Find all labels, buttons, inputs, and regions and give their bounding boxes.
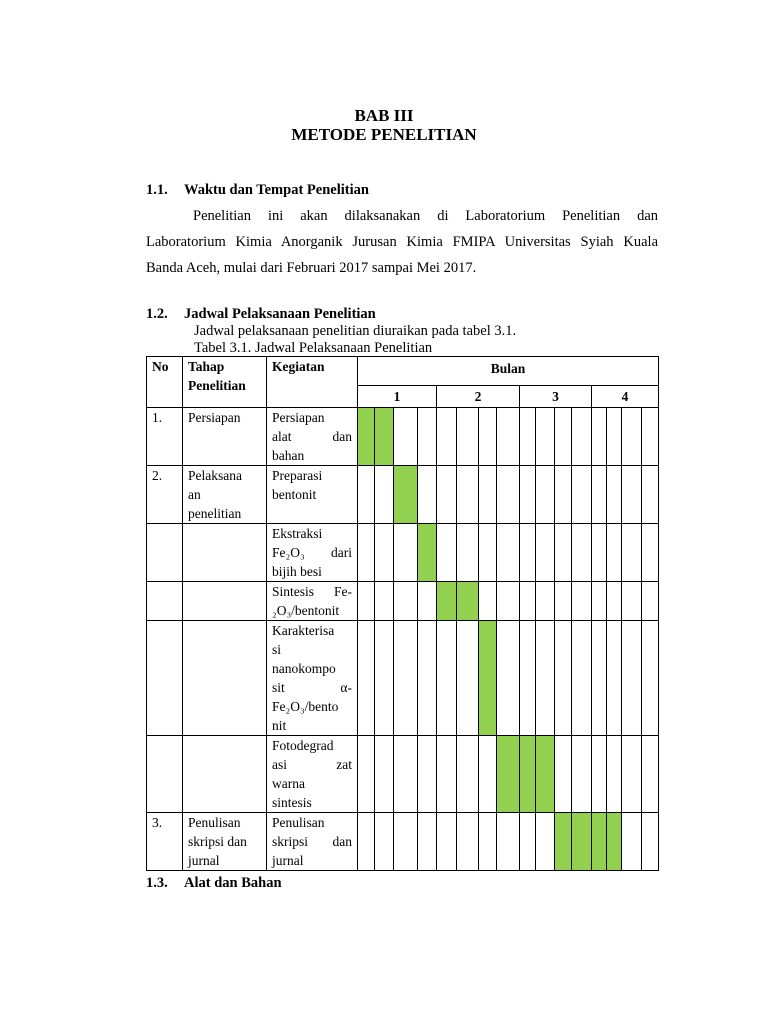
schedule-cell xyxy=(394,524,418,582)
schedule-cell-active xyxy=(394,466,418,524)
row-number xyxy=(147,524,183,582)
header-stage-line: Penelitian xyxy=(188,378,246,393)
schedule-cell xyxy=(622,813,642,871)
schedule-cell-active xyxy=(520,736,536,813)
schedule-cell xyxy=(497,466,520,524)
activity-line: jurnal xyxy=(272,853,304,868)
header-stage xyxy=(183,357,267,408)
schedule-cell-active xyxy=(572,813,592,871)
schedule-cell xyxy=(520,582,536,621)
schedule-cell xyxy=(457,621,479,736)
schedule-cell xyxy=(555,736,572,813)
row-stage xyxy=(183,813,267,871)
activity-line: nit xyxy=(272,718,287,733)
activity-line: Persiapan xyxy=(272,410,325,425)
schedule-cell-active xyxy=(536,736,555,813)
schedule-cell xyxy=(479,466,497,524)
schedule-cell xyxy=(437,466,457,524)
schedule-cell xyxy=(479,813,497,871)
schedule-cell xyxy=(358,466,375,524)
row-activity xyxy=(267,813,358,871)
section-heading xyxy=(146,182,369,199)
activity-line: Penulisan xyxy=(272,815,325,830)
table-row xyxy=(147,466,659,524)
header-row xyxy=(147,357,659,386)
schedule-cell xyxy=(394,408,418,466)
table-intro: Jadwal pelaksanaan penelitian diuraikan pada tabel 3.1. xyxy=(194,323,517,339)
stage-line: jurnal xyxy=(188,853,220,868)
table-row xyxy=(147,524,659,582)
section-number: 1.3. xyxy=(146,875,168,891)
schedule-cell xyxy=(555,408,572,466)
schedule-cell xyxy=(520,408,536,466)
schedule-cell-active xyxy=(418,524,437,582)
activity-line: si xyxy=(272,642,282,657)
schedule-cell xyxy=(437,408,457,466)
row-activity xyxy=(267,408,358,466)
row-stage xyxy=(183,582,267,621)
header-activity: Kegiatan xyxy=(267,357,358,408)
schedule-cell xyxy=(607,408,622,466)
stage-line: Pelaksana xyxy=(188,468,242,483)
schedule-cell xyxy=(497,621,520,736)
month-2: 2 xyxy=(437,386,520,408)
row-activity xyxy=(267,736,358,813)
schedule-cell-active xyxy=(592,813,607,871)
schedule-cell xyxy=(622,466,642,524)
schedule-cell xyxy=(394,736,418,813)
schedule-cell xyxy=(479,582,497,621)
schedule-cell xyxy=(642,621,659,736)
schedule-cell xyxy=(642,813,659,871)
header-stage-line: Tahap xyxy=(188,359,225,374)
row-number: 3. xyxy=(147,813,183,871)
schedule-cell xyxy=(358,813,375,871)
activity-line: sintesis xyxy=(272,795,312,810)
activity-line: asi zat xyxy=(272,757,352,772)
schedule-cell xyxy=(622,582,642,621)
schedule-cell xyxy=(642,408,659,466)
month-4: 4 xyxy=(592,386,659,408)
row-number: 2. xyxy=(147,466,183,524)
schedule-cell-active xyxy=(375,408,394,466)
schedule-cell xyxy=(418,736,437,813)
schedule-cell xyxy=(622,736,642,813)
schedule-cell xyxy=(622,524,642,582)
stage-line: an xyxy=(188,487,201,502)
schedule-cell xyxy=(536,466,555,524)
month-3: 3 xyxy=(520,386,592,408)
schedule-cell xyxy=(642,466,659,524)
section-title: Waktu dan Tempat Penelitian xyxy=(184,182,369,198)
stage-line: skripsi dan xyxy=(188,834,247,849)
row-stage xyxy=(183,466,267,524)
schedule-cell xyxy=(375,524,394,582)
stage-line: Persiapan xyxy=(188,410,241,425)
schedule-cell xyxy=(520,813,536,871)
schedule-cell xyxy=(572,736,592,813)
schedule-cell xyxy=(592,621,607,736)
schedule-cell xyxy=(457,813,479,871)
schedule-cell xyxy=(394,813,418,871)
schedule-cell xyxy=(497,582,520,621)
schedule-cell xyxy=(622,408,642,466)
section-title: Jadwal Pelaksanaan Penelitian xyxy=(184,306,376,322)
row-stage xyxy=(183,621,267,736)
activity-line: Ekstraksi xyxy=(272,526,323,541)
schedule-cell xyxy=(622,621,642,736)
schedule-cell xyxy=(555,466,572,524)
schedule-cell xyxy=(457,408,479,466)
schedule-cell xyxy=(572,582,592,621)
schedule-cell xyxy=(607,736,622,813)
section-heading xyxy=(146,875,282,892)
row-number xyxy=(147,621,183,736)
row-number: 1. xyxy=(147,408,183,466)
schedule-cell xyxy=(497,408,520,466)
schedule-cell xyxy=(358,582,375,621)
schedule-cell xyxy=(555,582,572,621)
table-row xyxy=(147,813,659,871)
activity-line: Fotodegrad xyxy=(272,738,334,753)
schedule-cell xyxy=(572,408,592,466)
schedule-cell xyxy=(642,582,659,621)
row-activity xyxy=(267,582,358,621)
table-row xyxy=(147,582,659,621)
schedule-cell xyxy=(375,736,394,813)
schedule-cell xyxy=(592,524,607,582)
schedule-cell-active xyxy=(358,408,375,466)
schedule-table xyxy=(146,356,659,871)
schedule-cell xyxy=(536,813,555,871)
schedule-cell xyxy=(358,736,375,813)
row-number xyxy=(147,582,183,621)
header-month: Bulan xyxy=(358,357,659,386)
schedule-cell xyxy=(520,466,536,524)
activity-line: alat dan xyxy=(272,429,352,444)
activity-line: Preparasi xyxy=(272,468,323,483)
paragraph-line: Banda Aceh, mulai dari Februari 2017 sampai Mei 2017. xyxy=(146,260,477,276)
schedule-cell xyxy=(394,621,418,736)
schedule-cell xyxy=(497,813,520,871)
schedule-cell xyxy=(457,466,479,524)
schedule-cell-active xyxy=(555,813,572,871)
schedule-cell xyxy=(418,813,437,871)
schedule-cell xyxy=(479,736,497,813)
table-row xyxy=(147,621,659,736)
schedule-cell xyxy=(375,582,394,621)
row-activity xyxy=(267,524,358,582)
schedule-cell xyxy=(457,524,479,582)
schedule-cell xyxy=(358,621,375,736)
schedule-cell xyxy=(437,736,457,813)
schedule-cell xyxy=(394,582,418,621)
schedule-cell-active xyxy=(497,736,520,813)
body-paragraph xyxy=(146,203,658,281)
schedule-cell xyxy=(437,621,457,736)
schedule-cell xyxy=(437,524,457,582)
paragraph-line: Laboratorium Kimia Anorganik Jurusan Kimia FMIPA Universitas Syiah Kuala xyxy=(146,234,658,250)
stage-line: Penulisan xyxy=(188,815,241,830)
table-caption: Tabel 3.1. Jadwal Pelaksanaan Penelitian xyxy=(194,340,433,356)
activity-line: warna xyxy=(272,776,305,791)
table-row xyxy=(147,736,659,813)
schedule-cell xyxy=(642,524,659,582)
schedule-cell xyxy=(555,621,572,736)
section-number: 1.1. xyxy=(146,182,168,198)
activity-line: Karakterisa xyxy=(272,623,335,638)
schedule-cell xyxy=(536,582,555,621)
schedule-cell xyxy=(375,813,394,871)
schedule-cell xyxy=(418,408,437,466)
row-stage xyxy=(183,736,267,813)
schedule-cell xyxy=(479,408,497,466)
paragraph-line: Penelitian ini akan dilaksanakan di Laboratorium Penelitian dan xyxy=(193,208,658,224)
schedule-cell xyxy=(592,466,607,524)
schedule-cell xyxy=(457,736,479,813)
schedule-cell-active xyxy=(607,813,622,871)
schedule-cell xyxy=(592,736,607,813)
section-title: Alat dan Bahan xyxy=(184,875,282,891)
activity-line: skripsi dan xyxy=(272,834,352,849)
schedule-cell xyxy=(536,524,555,582)
schedule-cell xyxy=(418,466,437,524)
schedule-cell xyxy=(607,466,622,524)
schedule-cell-active xyxy=(457,582,479,621)
activity-line: nanokompo xyxy=(272,661,336,676)
schedule-cell xyxy=(418,621,437,736)
schedule-cell xyxy=(375,466,394,524)
month-1: 1 xyxy=(358,386,437,408)
chapter-title: METODE PENELITIAN xyxy=(291,125,477,144)
schedule-cell xyxy=(536,621,555,736)
schedule-cell xyxy=(536,408,555,466)
activity-line: bijih besi xyxy=(272,564,322,579)
section-number: 1.2. xyxy=(146,306,168,322)
row-stage xyxy=(183,524,267,582)
section-heading xyxy=(146,306,376,323)
schedule-cell xyxy=(437,813,457,871)
activity-line: ₂O₃/bentonit xyxy=(272,603,340,618)
activity-line: bentonit xyxy=(272,487,317,502)
schedule-cell xyxy=(572,621,592,736)
schedule-cell xyxy=(555,524,572,582)
schedule-cell xyxy=(642,736,659,813)
schedule-cell xyxy=(572,466,592,524)
table-row xyxy=(147,408,659,466)
schedule-cell-active xyxy=(479,621,497,736)
schedule-cell xyxy=(572,524,592,582)
schedule-cell xyxy=(520,621,536,736)
activity-line: Sintesis Fe- xyxy=(272,584,352,599)
header-no: No xyxy=(147,357,183,408)
schedule-cell xyxy=(607,621,622,736)
activity-line: bahan xyxy=(272,448,305,463)
activity-line: sit α- xyxy=(272,680,352,695)
schedule-cell xyxy=(497,524,520,582)
row-activity xyxy=(267,621,358,736)
schedule-cell xyxy=(607,524,622,582)
schedule-cell xyxy=(418,582,437,621)
schedule-cell xyxy=(607,582,622,621)
row-number xyxy=(147,736,183,813)
schedule-cell xyxy=(592,408,607,466)
schedule-cell xyxy=(375,621,394,736)
schedule-cell xyxy=(358,524,375,582)
activity-line: Fe₂O₃ dari xyxy=(272,545,352,560)
chapter-number: BAB III xyxy=(354,106,414,125)
row-activity xyxy=(267,466,358,524)
schedule-cell xyxy=(479,524,497,582)
schedule-cell xyxy=(592,582,607,621)
schedule-cell-active xyxy=(437,582,457,621)
stage-line: penelitian xyxy=(188,506,242,521)
schedule-cell xyxy=(520,524,536,582)
activity-line: Fe₂O₃/bento xyxy=(272,699,339,714)
row-stage xyxy=(183,408,267,466)
